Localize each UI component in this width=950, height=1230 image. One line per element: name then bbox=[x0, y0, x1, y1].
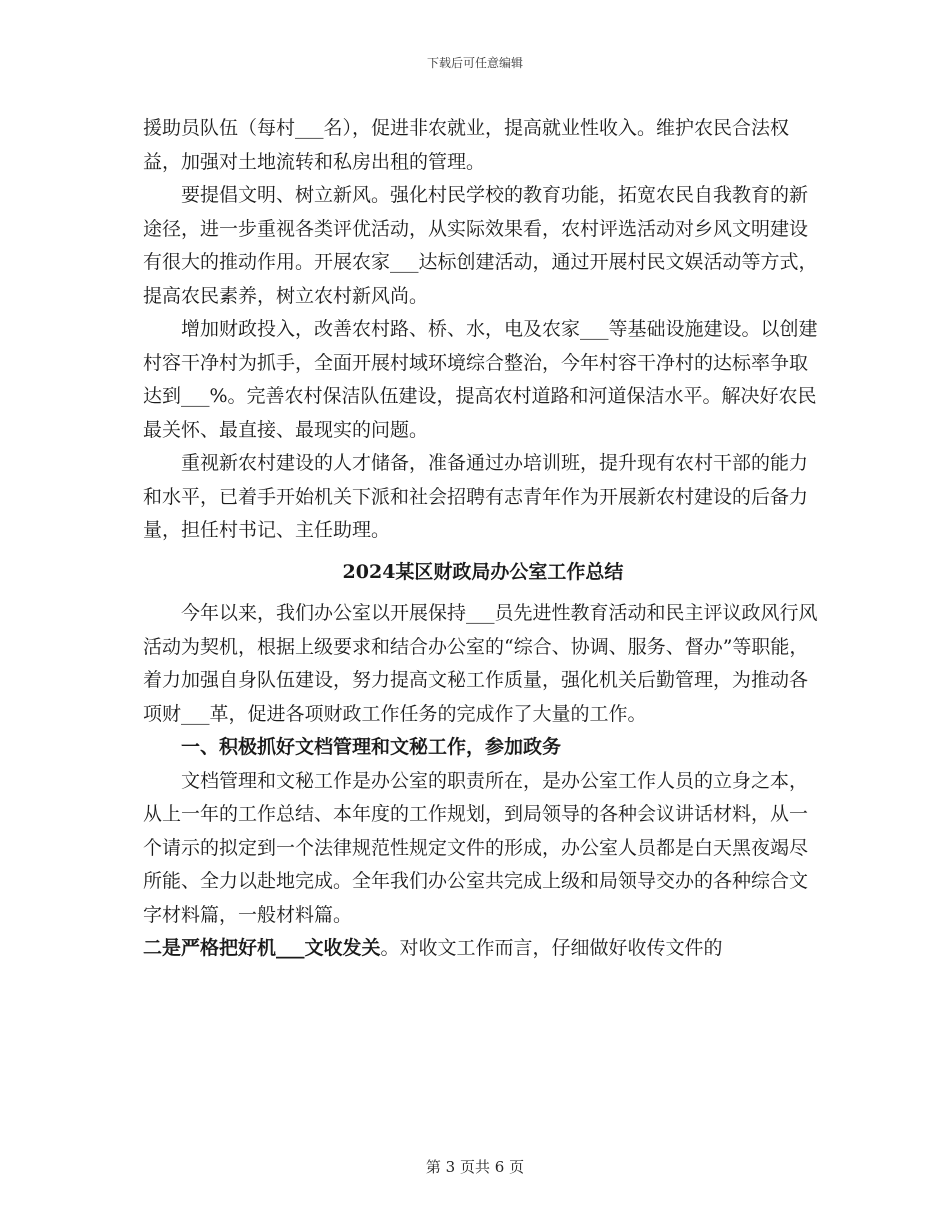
section-title: 2024某区财政局办公室工作总结 bbox=[342, 560, 624, 583]
paragraph-5: 今年以来，我们办公室以开展保持___员先进性教育活动和民主评议政风行风活动为契机，根据上级要求和结合办公室的“综合、协调、服务、督办”等职能，着力加强自身队伍建设，努力提高文秘工作质量，强化机关后勤管理，为推动各项财___革，促进各项财政工作任务的完成作了大量的工作。 bbox=[143, 602, 818, 725]
paragraph-7 bbox=[143, 932, 823, 966]
paragraph-3: 增加财政投入，改善农村路、桥、水，电及农家___等基础设施建设。以创建村容干净村为抓手，全面开展村域环境综合整治，今年村容干净村的达标率争取达到___%。完善农村保洁队伍建设，提高农村道路和河道保洁水平。解决好农民最关怀、最直接、最现实的问题。 bbox=[143, 318, 818, 441]
paragraph-1: 援助员队伍（每村___名），促进非农就业，提高就业性收入。维护农民合法权益，加强对土地流转和私房出租的管理。 bbox=[143, 117, 790, 173]
document-body bbox=[143, 112, 823, 966]
page-header: 下载后可任意编辑 bbox=[426, 56, 523, 70]
paragraph-4: 重视新农村建设的人才储备，准备通过办培训班，提升现有农村干部的能力和水平，已着手开始机关下派和社会招聘有志青年作为开展新农村建设的后备力量，担任村书记、主任助理。 bbox=[143, 452, 809, 541]
paragraph-6: 文档管理和文秘工作是办公室的职责所在，是办公室工作人员的立身之本，从上一年的工作总结、本年度的工作规划，到局领导的各种会议讲话材料，从一个请示的拟定到一个法律规范性规定文件的形成，办公室人员都是白天黑夜竭尽所能、全力以赴地完成。全年我们办公室共完成上级和局领导交办的各种综合文字材料篇，一般材料篇。 bbox=[143, 769, 809, 926]
section-heading-1: 一、积极抓好文档管理和文秘工作，参加政务 bbox=[181, 736, 562, 758]
paragraph-7-rest: 。对收文工作而言，仔细做好收传文件的 bbox=[380, 937, 723, 959]
page-footer: 第 3 页共 6 页 bbox=[425, 1158, 525, 1176]
paragraph-2: 要提倡文明、树立新风。强化村民学校的教育功能，拓宽农民自我教育的新途径，进一步重视各类评优活动，从实际效果看，农村评选活动对乡风文明建设有很大的推动作用。开展农家___达标创建活动，通过开展村民文娱活动等方式，提高农民素养，树立农村新风尚。 bbox=[143, 184, 818, 307]
paragraph-7-bold: 二是严格把好机___文收发关 bbox=[143, 937, 381, 959]
